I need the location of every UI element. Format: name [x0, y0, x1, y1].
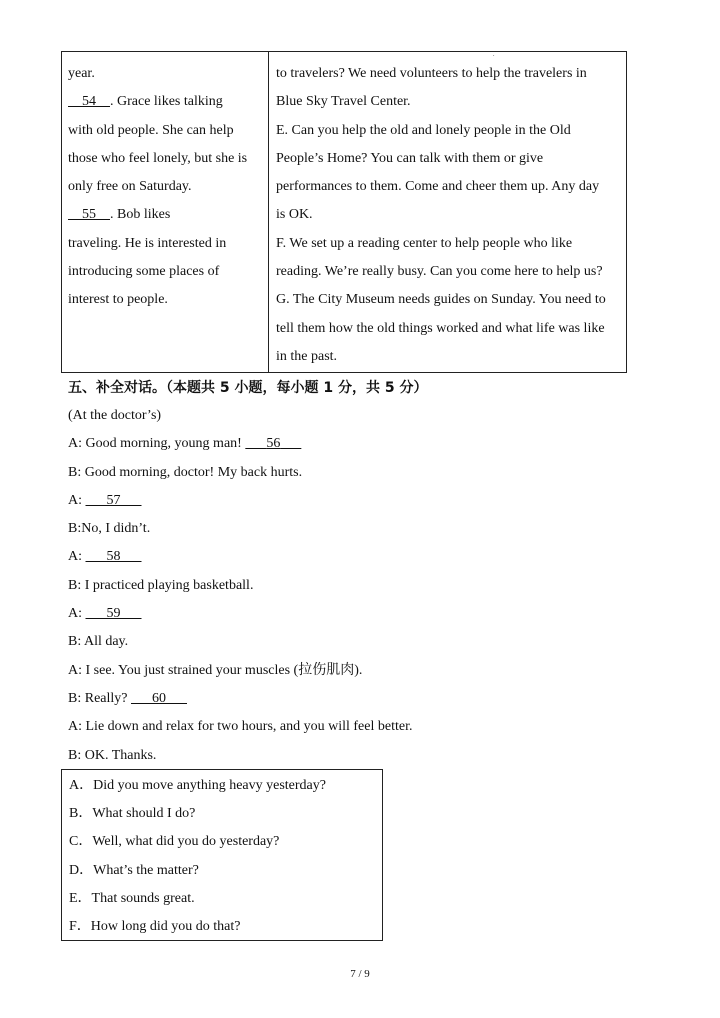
left-line: interest to people. — [68, 292, 168, 308]
option-b: B．What should I do? — [69, 806, 196, 822]
right-line: to travelers? We need volunteers to help the travelers in — [276, 66, 587, 81]
matching-table — [61, 51, 627, 373]
right-line: E. Can you help the old and lonely people in the Old — [276, 122, 571, 138]
left-line: those who feel lonely, but she is — [68, 150, 248, 166]
left-line: introducing some places of — [68, 264, 220, 280]
table-left-column — [68, 60, 264, 315]
table-right-column — [276, 60, 624, 371]
dialogue-line: A: I see. You just strained your muscles (拉伤肌肉). — [68, 662, 363, 678]
dialogue-line: B: All day. — [68, 634, 129, 650]
dialogue-line: A: 58 — [68, 543, 412, 571]
option-a: A．Did you move anything heavy yesterday? — [69, 778, 326, 793]
option-f: F．How long did you do that? — [69, 919, 241, 935]
dialogue-line: B: OK. Thanks. — [68, 747, 157, 763]
page-number: 7 / 9 — [350, 968, 370, 980]
dialogue-line: A: Lie down and relax for two hours, and you will feel better. — [68, 719, 413, 735]
right-line: in the past. — [276, 348, 338, 364]
right-line: reading. We’re really busy. Can you come here to help us? — [276, 264, 603, 280]
dialogue-line: A: Good morning, young man! 56 — [68, 430, 412, 458]
right-line: G. The City Museum needs guides on Sunday. You need to — [276, 292, 606, 308]
dialogue — [68, 402, 412, 770]
dialogue-line: A: 57 — [68, 487, 412, 515]
answer-blank-59: 59 — [106, 606, 121, 622]
left-line: 54 . Grace likes talking — [68, 88, 264, 116]
dialogue-line: B: I practiced playing basketball. — [68, 577, 254, 593]
dialogue-line: B: Really? 60 — [68, 685, 412, 713]
dialogue-line: (At the doctor’s) — [68, 408, 162, 423]
option-c: C．Well, what did you do yesterday? — [69, 834, 280, 850]
dialogue-line: B:No, I didn’t. — [68, 521, 151, 537]
stray-mark: . — [493, 52, 495, 58]
right-line: F. We set up a reading center to help people who like — [276, 235, 573, 251]
dialogue-line: B: Good morning, doctor! My back hurts. — [68, 464, 303, 480]
left-line: traveling. He is interested in — [68, 235, 227, 251]
answer-blank-60: 60 — [152, 690, 166, 706]
answer-blank-57: 57 — [106, 492, 121, 508]
left-line: year. — [68, 66, 95, 81]
answer-blank-54: 54 — [82, 94, 96, 110]
option-e: E．That sounds great. — [69, 890, 195, 906]
left-line: only free on Saturday. — [68, 179, 192, 195]
section-title: 五、补全对话。（本题共 5 小题，每小题 1 分，共 5 分） — [68, 380, 428, 396]
right-line: People’s Home? You can talk with them or give — [276, 150, 544, 166]
option-d: D．What’s the matter? — [69, 862, 199, 878]
options-box — [61, 769, 383, 941]
answer-blank-58: 58 — [106, 549, 121, 565]
left-line: with old people. She can help — [68, 122, 234, 138]
answer-blank-55: 55 — [82, 207, 96, 223]
right-line: Blue Sky Travel Center. — [276, 94, 411, 110]
right-line: tell them how the old things worked and what life was like — [276, 320, 605, 336]
right-line: is OK. — [276, 207, 313, 223]
answer-blank-56: 56 — [266, 436, 281, 452]
right-line: performances to them. Come and cheer them up. Any day — [276, 179, 600, 195]
dialogue-line: A: 59 — [68, 600, 412, 628]
left-line: 55 . Bob likes — [68, 201, 264, 229]
table-divider — [268, 52, 269, 372]
